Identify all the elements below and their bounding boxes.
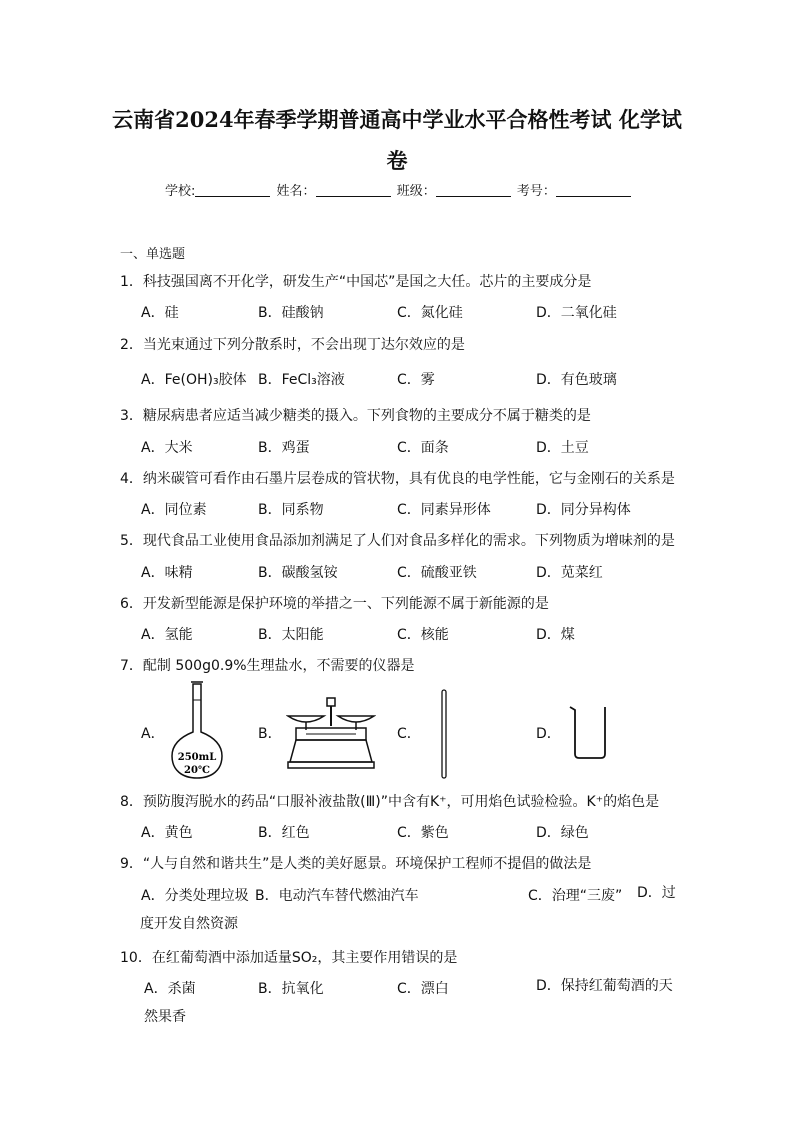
question-7-stem: 7．配制 500g0.9%生理盐水，不需要的仪器是	[120, 658, 415, 674]
question-6-option-b[interactable]: B．太阳能	[258, 627, 324, 643]
flask-temperature-label: 20℃	[184, 765, 210, 776]
question-7-option-a[interactable]: A．	[141, 726, 165, 742]
question-3-option-a[interactable]: A．大米	[141, 440, 193, 456]
flask-volume-label: 250mL	[177, 752, 217, 763]
question-4-stem: 4．纳米碳管可看作由石墨片层卷成的管状物，具有优良的电学性能，它与金刚石的关系是	[120, 471, 675, 487]
question-6-option-a[interactable]: A．氢能	[141, 627, 193, 643]
question-3-option-d[interactable]: D．土豆	[536, 440, 589, 456]
question-5-option-c[interactable]: C．硫酸亚铁	[397, 565, 477, 581]
question-1-option-a[interactable]: A．硅	[141, 305, 179, 321]
question-4-option-a[interactable]: A．同位素	[141, 502, 207, 518]
question-8-stem: 8．预防腹泻脱水的药品“口服补液盐散(Ⅲ)”中含有K⁺，可用焰色试验检验。K⁺的焰色是	[120, 794, 660, 810]
question-2-stem: 2．当光束通过下列分散系时，不会出现丁达尔效应的是	[120, 337, 465, 353]
question-3-stem: 3．糖尿病患者应适当减少糖类的摄入。下列食物的主要成分不属于糖类的是	[120, 408, 591, 424]
exam-title-line-2: 卷	[386, 148, 408, 173]
question-3-option-b[interactable]: B．鸡蛋	[258, 440, 310, 456]
name-label: 姓名：	[276, 184, 316, 199]
question-7-option-d[interactable]: D．	[536, 726, 561, 742]
question-10-stem: 10．在红葡萄酒中添加适量SO₂，其主要作用错误的是	[120, 950, 458, 966]
question-8-option-c[interactable]: C．紫色	[397, 825, 449, 841]
question-4-option-d[interactable]: D．同分异构体	[536, 502, 631, 518]
question-1-option-d[interactable]: D．二氧化硅	[536, 305, 617, 321]
volumetric-flask-image	[168, 680, 226, 780]
question-5-option-d[interactable]: D．苋菜红	[536, 565, 603, 581]
question-6-stem: 6．开发新型能源是保护环境的举措之一、下列能源不属于新能源的是	[120, 596, 549, 612]
question-9-stem: 9．“人与自然和谐共生”是人类的美好愿景。环境保护工程师不提倡的做法是	[120, 856, 592, 872]
question-6-option-d[interactable]: D．煤	[536, 627, 575, 643]
school-blank[interactable]	[195, 183, 270, 197]
question-6-option-c[interactable]: C．核能	[397, 627, 449, 643]
number-blank[interactable]	[556, 183, 631, 197]
number-label: 考号：	[516, 184, 556, 199]
balance-scale-image	[286, 694, 376, 770]
question-3-option-c[interactable]: C．面条	[397, 440, 449, 456]
name-blank[interactable]	[316, 183, 391, 197]
question-2-option-a[interactable]: A．Fe(OH)₃胶体	[141, 372, 247, 388]
exam-title-line-1: 云南省2024年春季学期普通高中学业水平合格性考试 化学试	[112, 107, 682, 132]
question-9-option-a[interactable]: A．分类处理垃圾	[141, 888, 249, 904]
question-1-option-b[interactable]: B．硅酸钠	[258, 305, 324, 321]
question-5-option-a[interactable]: A．味精	[141, 565, 193, 581]
question-1-option-c[interactable]: C．氮化硅	[397, 305, 463, 321]
school-label: 学校:	[165, 184, 196, 199]
question-4-option-b[interactable]: B．同系物	[258, 502, 324, 518]
question-10-option-c[interactable]: C．漂白	[397, 981, 449, 997]
glass-rod-image	[438, 688, 450, 780]
question-8-option-b[interactable]: B．红色	[258, 825, 310, 841]
question-1-stem: 1．科技强国离不开化学，研发生产“中国芯”是国之大任。芯片的主要成分是	[120, 274, 592, 290]
question-10-option-d[interactable]: D．保持红葡萄酒的天然果香	[144, 978, 673, 1025]
question-2-option-c[interactable]: C．雾	[397, 372, 435, 388]
section-title: 一、单选题	[120, 247, 186, 262]
student-info-line	[165, 180, 633, 199]
question-2-option-b[interactable]: B．FeCl₃溶液	[258, 372, 345, 388]
question-10-option-a[interactable]: A．杀菌	[144, 981, 196, 997]
question-9-option-d[interactable]: D．过度开发自然资源	[140, 885, 676, 932]
class-label: 班级：	[396, 184, 436, 199]
question-5-option-b[interactable]: B．碳酸氢铵	[258, 565, 338, 581]
class-blank[interactable]	[436, 183, 511, 197]
question-9-option-b[interactable]: B．电动汽车替代燃油汽车	[255, 888, 419, 904]
question-4-option-c[interactable]: C．同素异形体	[397, 502, 491, 518]
question-7-option-b[interactable]: B．	[258, 726, 282, 742]
question-9-option-c[interactable]: C．治理“三废”	[528, 888, 623, 904]
question-8-option-d[interactable]: D．绿色	[536, 825, 589, 841]
question-7-option-c[interactable]: C．	[397, 726, 421, 742]
question-8-option-a[interactable]: A．黄色	[141, 825, 193, 841]
question-10-option-b[interactable]: B．抗氧化	[258, 981, 324, 997]
question-5-stem: 5．现代食品工业使用食品添加剂满足了人们对食品多样化的需求。下列物质为增味剂的是	[120, 533, 675, 549]
beaker-image	[568, 704, 610, 760]
question-2-option-d[interactable]: D．有色玻璃	[536, 372, 617, 388]
